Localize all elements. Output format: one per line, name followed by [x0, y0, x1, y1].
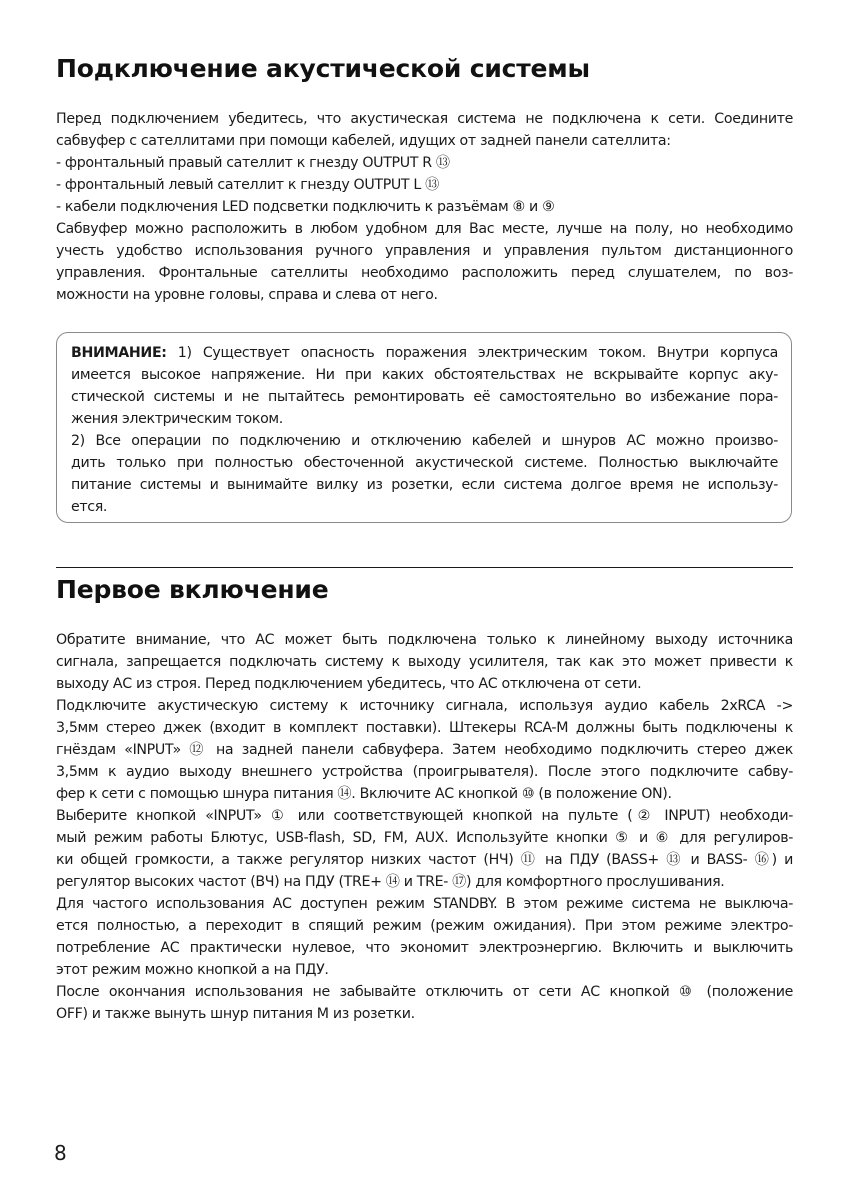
text-line: - кабели подключения LED подсветки подключить к разъёмам ⑧ и ⑨ — [56, 199, 555, 215]
text-line: учесть удобство использования ручного управления и управления пультом дистанционного — [56, 243, 793, 259]
text-line: 3,5мм стерео джек (входит в комплект поставки). Штекеры RCA-M должны быть подключены к — [56, 720, 793, 736]
text-line: гнёздам «INPUT» ⑫ на задней панели сабвуфера. Затем необходимо подключить стерео джек — [56, 742, 793, 758]
text-line: мый режим работы Блютус, USB-flash, SD, FM, AUX. Используйте кнопки ⑤ и ⑥ для регулиров- — [56, 830, 793, 846]
text-line: этот режим можно кнопкой a на ПДУ. — [56, 962, 329, 978]
warning-line: стической системы и не пытайтесь ремонтировать её самостоятельно во избежание пора- — [71, 389, 778, 405]
first-power-on-paragraph — [56, 629, 793, 1025]
speaker-connection-paragraph — [56, 108, 793, 306]
text-line: Подключите акустическую систему к источнику сигнала, используя аудио кабель 2xRCA -> — [56, 698, 793, 714]
text-line: Для частого использования АС доступен режим STANDBY. В этом режиме система не выключа- — [56, 896, 793, 912]
warning-first-line-text: 1) Существует опасность поражения электрическим током. Внутри корпуса — [166, 345, 778, 361]
section-title-speaker-connection: Подключение акустической системы — [56, 54, 590, 83]
text-line: регулятор высоких частот (ВЧ) на ПДУ (TRE+ ⑭ и TRE- ⑰) для комфортного прослушивания. — [56, 874, 725, 890]
text-line: фер к сети с помощью шнура питания ⑭. Включите АС кнопкой ⑩ (в положение ON). — [56, 786, 672, 802]
warning-line: дить только при полностью обесточенной акустической системе. Полностью выключайте — [71, 455, 778, 471]
text-line: потребление АС практически нулевое, что экономит электроэнергию. Включить и выключить — [56, 940, 793, 956]
warning-text — [71, 342, 778, 518]
text-line: Выберите кнопкой «INPUT» ① или соответствующей кнопкой на пульте (② INPUT) необходи- — [56, 808, 793, 824]
warning-line: ется. — [71, 499, 108, 515]
warning-line: жения электрическим током. — [71, 411, 283, 427]
section-divider — [56, 567, 793, 568]
text-line: можности на уровне головы, справа и слева от него. — [56, 287, 438, 303]
warning-line: питание системы и вынимайте вилку из розетки, если система долгое время не использу- — [71, 477, 778, 493]
warning-title: ВНИМАНИЕ: — [71, 345, 167, 361]
warning-first-line — [71, 342, 778, 364]
text-line: сабвуфер с сателлитами при помощи кабелей, идущих от задней панели сателлита: — [56, 133, 671, 149]
text-line: Обратите внимание, что АС может быть подключена только к линейному выходу источника — [56, 632, 793, 648]
text-line: ки общей громкости, а также регулятор низких частот (НЧ) ⑪ на ПДУ (BASS+ ⑬ и BASS- ⑯) и — [56, 852, 793, 868]
warning-line: имеется высокое напряжение. Ни при каких обстоятельствах не вскрывайте корпус аку- — [71, 367, 778, 383]
section-title-first-power-on: Первое включение — [56, 575, 329, 604]
text-line: выходу АС из строя. Перед подключением убедитесь, что АС отключена от сети. — [56, 676, 642, 692]
text-line: сигнала, запрещается подключать систему к выходу усилителя, так как это может привести к — [56, 654, 793, 670]
text-line: OFF) и также вынуть шнур питания M из розетки. — [56, 1006, 415, 1022]
page-number: 8 — [54, 1141, 67, 1165]
text-line: - фронтальный левый сателлит к гнезду OUTPUT L ⑬ — [56, 177, 439, 193]
text-line: управления. Фронтальные сателлиты необходимо расположить перед слушателем, по воз- — [56, 265, 793, 281]
text-line: После окончания использования не забывайте отключить от сети АС кнопкой ⑩ (положение — [56, 984, 793, 1000]
text-line: 3,5мм к аудио выходу внешнего устройства (проигрывателя). После этого подключите сабву- — [56, 764, 793, 780]
text-line: ется полностью, а переходит в спящий режим (режим ожидания). При этом режиме электро- — [56, 918, 793, 934]
text-line: Сабвуфер можно расположить в любом удобном для Вас месте, лучше на полу, но необходимо — [56, 221, 793, 237]
warning-line: 2) Все операции по подключению и отключению кабелей и шнуров АС можно произво- — [71, 433, 778, 449]
text-line: - фронтальный правый сателлит к гнезду OUTPUT R ⑬ — [56, 155, 450, 171]
text-line: Перед подключением убедитесь, что акустическая система не подключена к сети. Соедините — [56, 111, 793, 127]
